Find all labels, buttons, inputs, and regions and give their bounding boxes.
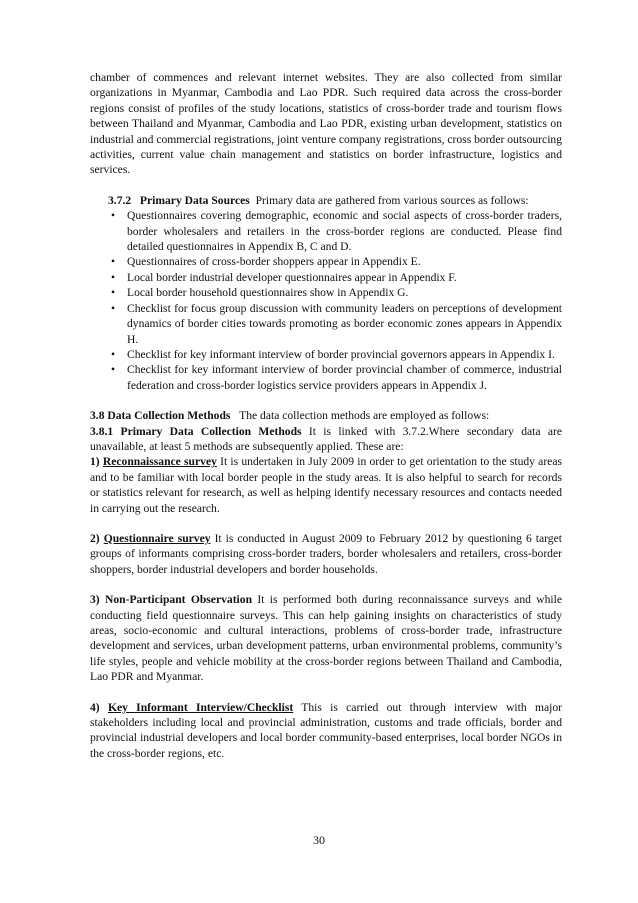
- section-381-text: It is linked with 3.7.2.Where secondary data are unavailable, at least 5 methods are subsequently applied. These are:: [90, 424, 562, 453]
- bullet-icon: •: [110, 347, 116, 361]
- bullet-icon: •: [110, 270, 116, 284]
- method-3-number: 3): [90, 593, 100, 607]
- primary-sources-list: [90, 208, 562, 393]
- list-item: [90, 301, 562, 347]
- document-page: [90, 70, 562, 761]
- section-38-title: 3.8 Data Collection Methods: [90, 409, 231, 423]
- list-item-text: Local border industrial developer questionnaires appear in Appendix F.: [127, 270, 457, 284]
- section-381-title: 3.8.1 Primary Data Collection Methods: [90, 424, 302, 438]
- spacer: [90, 577, 562, 592]
- section-38-paragraph: [90, 408, 562, 423]
- spacer: [90, 178, 562, 193]
- method-2-number: 2): [90, 531, 100, 545]
- spacer: [90, 393, 562, 408]
- section-38-text: The data collection methods are employed as follows:: [239, 409, 490, 423]
- method-4-number: 4): [90, 700, 100, 714]
- method-3-title: Non-Participant Observation: [105, 593, 253, 607]
- spacer: [90, 516, 562, 531]
- list-item-text: Checklist for key informant interview of border provincial chamber of commerce, industrial federation and cross-border logistics service providers appears in Appendix J.: [127, 363, 562, 392]
- method-2-text: It is conducted in August 2009 to February 2012 by questioning 6 target groups of informants comprising cross-border traders, border wholesalers and retailers, cross-border shoppers, border industrial developers and border households.: [90, 531, 562, 576]
- bullet-icon: •: [110, 255, 116, 269]
- section-372-number: 3.7.2: [108, 193, 132, 207]
- method-1-number: 1): [90, 455, 100, 469]
- bullet-icon: •: [110, 209, 116, 223]
- method-4-text: This is carried out through interview with major stakeholders including local and provincial administration, customs and trade officials, border and provincial industrial developers and local border community-based enterprises, local border NGOs in the cross-border regions, etc.: [90, 700, 562, 760]
- method-2-title: Questionnaire survey: [103, 531, 211, 545]
- method-4-paragraph: [90, 700, 562, 762]
- method-4-title: Key Informant Interview/Checklist: [107, 700, 294, 714]
- list-item-text: Local border household questionnaires show in Appendix G.: [127, 286, 409, 300]
- list-item: [90, 270, 562, 285]
- list-item: [90, 285, 562, 300]
- bullet-icon: •: [110, 286, 116, 300]
- section-381-paragraph: [90, 424, 562, 455]
- section-372-text: Primary data are gathered from various sources as follows:: [255, 193, 529, 207]
- bullet-icon: •: [110, 301, 116, 315]
- method-3-paragraph: [90, 592, 562, 684]
- list-item-text: Questionnaires covering demographic, economic and social aspects of cross-border traders, border wholesalers and retailers in the cross-border regions are conducted. Please find detailed questionnaires in Appendix B, C and D.: [127, 209, 562, 254]
- list-item-text: Checklist for key informant interview of border provincial governors appears in Appendix I.: [127, 347, 555, 361]
- page-number: 30: [313, 833, 325, 847]
- method-1-paragraph: [90, 454, 562, 516]
- list-item: [90, 347, 562, 362]
- list-item-text: Checklist for focus group discussion with community leaders on perceptions of development dynamics of border cities towards promoting as border economic zones appears in Appendix H.: [127, 301, 562, 346]
- method-1-text: It is undertaken in July 2009 in order to get orientation to the study areas and to be familiar with local border people in the study areas. It is also helpful to search for records or statistics relevant for research, as well as helping identify necessary resources and contacts needed in carrying out the research.: [90, 455, 562, 515]
- intro-paragraph: chamber of commences and relevant internet websites. They are also collected from similar organizations in Myanmar, Cambodia and Lao PDR. Such required data across the cross-border regions consist of profiles of the study locations, statistics of cross-border trade and tourism flows between Thailand and Myanmar, Cambodia and Lao PDR, existing urban development, statistics on industrial and commercial registrations, joint venture company registrations, cross border outsourcing activities, current value chain management and statistics on border infrastructure, logistics and services.: [90, 71, 563, 177]
- list-item-text: Questionnaires of cross-border shoppers appear in Appendix E.: [127, 255, 421, 269]
- method-2-paragraph: [90, 531, 562, 577]
- spacer: [90, 685, 562, 700]
- method-3-text: It is performed both during reconnaissance surveys and while conducting field questionnaire surveys. This can help gaining insights on characteristics of study areas, socio-economic and cultural interactions, problems of cross-border trade, infrastructure development and services, urban development patterns, urban environmental problems, community’s life styles, people and vehicle mobility at the cross-border regions between Thailand and Cambodia, Lao PDR and Myanmar.: [90, 593, 562, 684]
- section-372-heading-paragraph: [90, 193, 562, 208]
- list-item: [90, 254, 562, 269]
- bullet-icon: •: [110, 363, 116, 377]
- list-item: [90, 362, 562, 393]
- method-1-title: Reconnaissance survey: [102, 455, 217, 469]
- section-372-title: Primary Data Sources: [139, 193, 250, 207]
- list-item: [90, 208, 562, 254]
